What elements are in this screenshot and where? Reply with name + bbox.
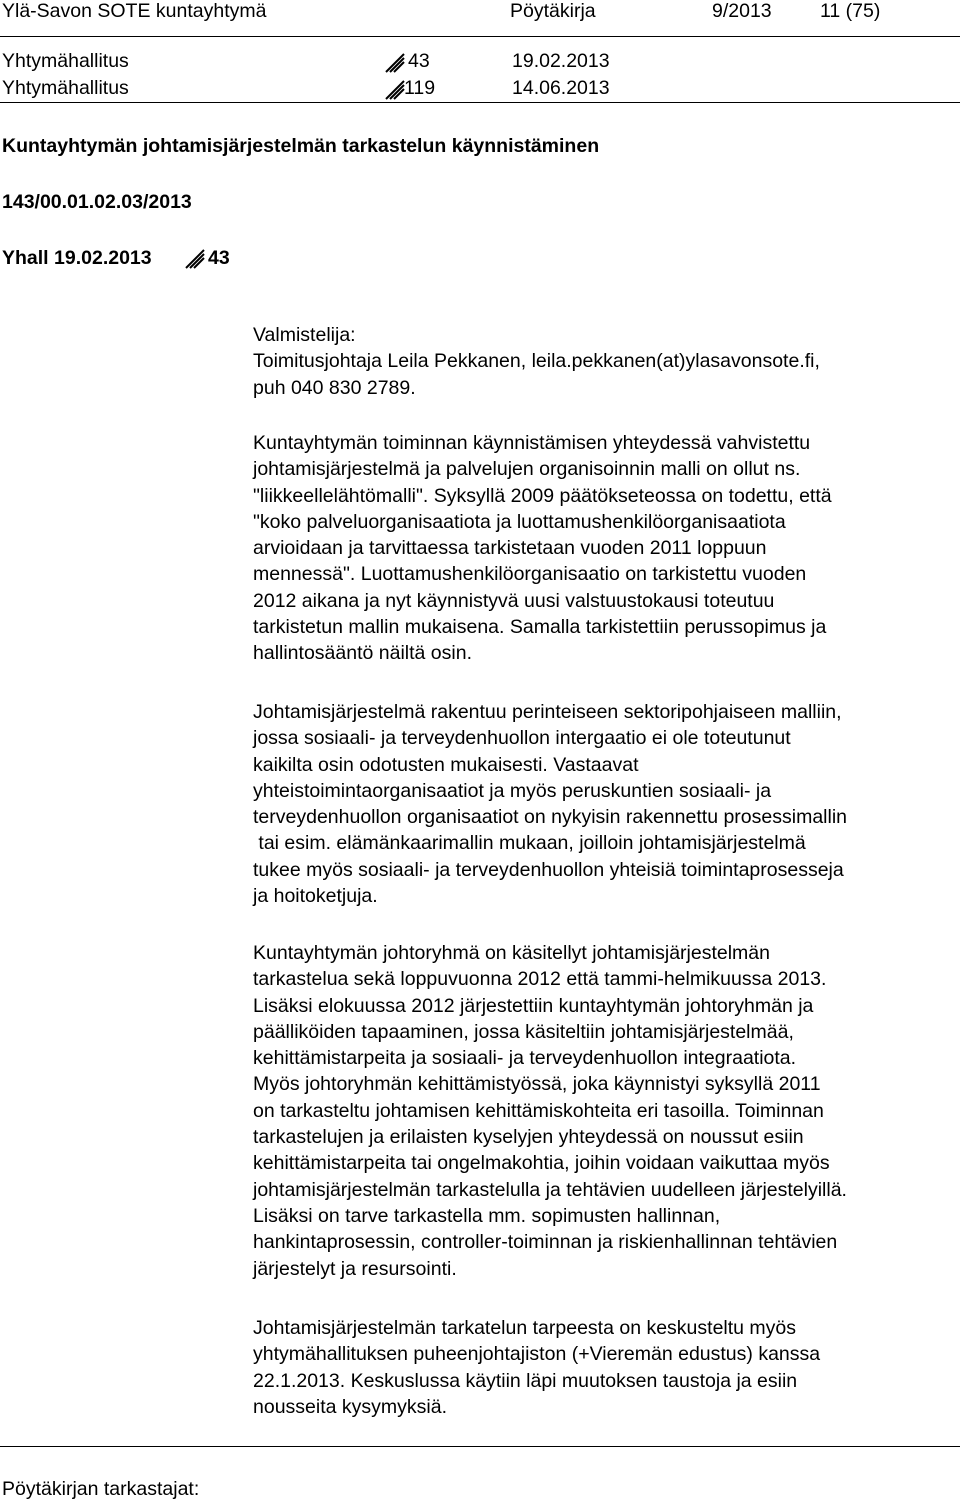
meeting-ref-label: Yhall 19.02.2013 bbox=[2, 247, 152, 269]
text-line: kehittämistarpeita ja sosiaali- ja terveydenhuollon integraatiota. bbox=[253, 1047, 797, 1070]
text-line: ja hoitoketjuja. bbox=[253, 885, 378, 908]
text-line: Myös johtoryhmän kehittämistyössä, joka käynnistyi syksyllä 2011 bbox=[253, 1073, 821, 1096]
text-line: mennessä". Luottamushenkilöorganisaatio on tarkistettu vuoden bbox=[253, 563, 807, 586]
history-section: 119 bbox=[404, 77, 436, 99]
history-body: Yhtymähallitus bbox=[2, 50, 129, 72]
text-line: yhtymähallituksen puheenjohtajiston (+Vieremän edustus) kanssa bbox=[253, 1343, 821, 1366]
text-line: Lisäksi on tarve tarkastella mm. sopimusten hallinnan, bbox=[253, 1204, 721, 1227]
meeting-ref-section: 43 bbox=[208, 247, 230, 269]
text-line: arvioidaan ja tarvittaessa tarkistetaan vuoden 2011 loppuun bbox=[253, 537, 767, 560]
case-number: 143/00.01.02.03/2013 bbox=[2, 191, 192, 213]
text-line: hallintosääntö näiltä osin. bbox=[253, 642, 472, 665]
text-line: 22.1.2013. Keskuslussa käytiin läpi muutoksen taustoja ja esiin bbox=[253, 1369, 798, 1392]
document-type: Pöytäkirja bbox=[510, 0, 596, 22]
section-sign-icon bbox=[183, 247, 205, 271]
text-line: kehittämistarpeita tai ongelmakohtia, joihin voidaan vaikuttaa myös bbox=[253, 1152, 830, 1175]
text-line: "liikkeellelähtömalli". Syksyllä 2009 päätökseteossa on todettu, että bbox=[253, 484, 832, 507]
history-row bbox=[0, 48, 960, 74]
text-line: Kuntayhtymän johtoryhmä on käsitellyt johtamisjärjestelmän bbox=[253, 942, 770, 964]
paragraph bbox=[253, 940, 958, 1282]
text-line: jossa sosiaali- ja terveydenhuollon intergaatio ei ole toteutunut bbox=[253, 727, 791, 750]
footer-divider bbox=[0, 1446, 960, 1447]
text-line: Johtamisjärjestelmän tarkatelun tarpeesta on keskusteltu myös bbox=[253, 1317, 797, 1339]
history-date: 14.06.2013 bbox=[512, 77, 610, 99]
text-line: päälliköiden tapaaminen, jossa käsiteltiin johtamisjärjestelmää, bbox=[253, 1020, 794, 1043]
document-number: 9/2013 bbox=[712, 0, 772, 22]
paragraph bbox=[253, 1315, 958, 1420]
text-line: tarkastelujen ja erilaisten kyselyjen yhteydessä on noussut esiin bbox=[253, 1126, 804, 1149]
text-line: tai esim. elämänkaarimallin mukaan, joilloin johtamisjärjestelmä bbox=[253, 832, 806, 855]
text-line: tarkastelua sekä loppuvuonna 2012 että tammi-helmikuussa 2013. bbox=[253, 968, 827, 991]
text-line: johtamisjärjestelmän tarkastelulla ja tehtävien uudelleen järjestelyillä. bbox=[253, 1178, 847, 1201]
text-line: kaikilta osin odotusten mukaisesti. Vastaavat bbox=[253, 753, 639, 776]
text-line: johtamisjärjestelmä ja palvelujen organisoinnin malli on ollut ns. bbox=[253, 458, 801, 481]
text-line: 2012 aikana ja nyt käynnistyvä uusi valstuustokausi toteutuu bbox=[253, 589, 775, 612]
page-number: 11 (75) bbox=[820, 0, 881, 22]
preparer-line: Toimitusjohtaja Leila Pekkanen, leila.pekkanen(at)ylasavonsote.fi, bbox=[253, 350, 820, 373]
history-section: 43 bbox=[408, 50, 430, 72]
preparer-block bbox=[253, 322, 958, 401]
text-line: nousseita kysymyksiä. bbox=[253, 1395, 447, 1418]
text-line: tukee myös sosiaali- ja terveydenhuollon yhteisiä toimintaprosesseja bbox=[253, 858, 844, 881]
history-body: Yhtymähallitus bbox=[2, 77, 129, 99]
text-line: on tarkasteltu johtamisen kehittämiskohteita eri tasoilla. Toiminnan bbox=[253, 1099, 824, 1122]
text-line: "koko palveluorganisaatiota ja luottamushenkilöorganisaatiota bbox=[253, 510, 786, 533]
history-row bbox=[0, 75, 960, 101]
paragraph bbox=[253, 699, 958, 909]
text-line: Kuntayhtymän toiminnan käynnistämisen yhteydessä vahvistettu bbox=[253, 432, 811, 454]
text-line: terveydenhuollon organisaatiot on nykyisin rakennettu prosessimallin bbox=[253, 806, 848, 829]
header-divider bbox=[0, 36, 960, 37]
text-line: Lisäksi elokuussa 2012 järjestettiin kuntayhtymän johtoryhmän ja bbox=[253, 994, 814, 1017]
section-divider bbox=[0, 102, 960, 103]
text-line: järjestelyt ja resursointi. bbox=[253, 1257, 457, 1280]
paragraph bbox=[253, 430, 958, 667]
footer-reviewers-label: Pöytäkirjan tarkastajat: bbox=[2, 1478, 200, 1500]
text-line: hankintaprosessin, controller-toiminnan ja riskienhallinnan tehtävien bbox=[253, 1231, 838, 1254]
organization-name: Ylä-Savon SOTE kuntayhtymä bbox=[2, 0, 267, 22]
history-date: 19.02.2013 bbox=[512, 50, 610, 72]
text-line: tarkistetun mallin mukaisena. Samalla tarkistettiin perussopimus ja bbox=[253, 616, 827, 639]
preparer-label: Valmistelija: bbox=[253, 324, 356, 346]
page-title: Kuntayhtymän johtamisjärjestelmän tarkastelun käynnistäminen bbox=[2, 135, 600, 157]
preparer-line: puh 040 830 2789. bbox=[253, 376, 416, 399]
text-line: yhteistoimintaorganisaatiot ja myös peruskuntien sosiaali- ja bbox=[253, 779, 772, 802]
text-line: Johtamisjärjestelmä rakentuu perinteiseen sektoripohjaiseen malliin, bbox=[253, 701, 842, 723]
